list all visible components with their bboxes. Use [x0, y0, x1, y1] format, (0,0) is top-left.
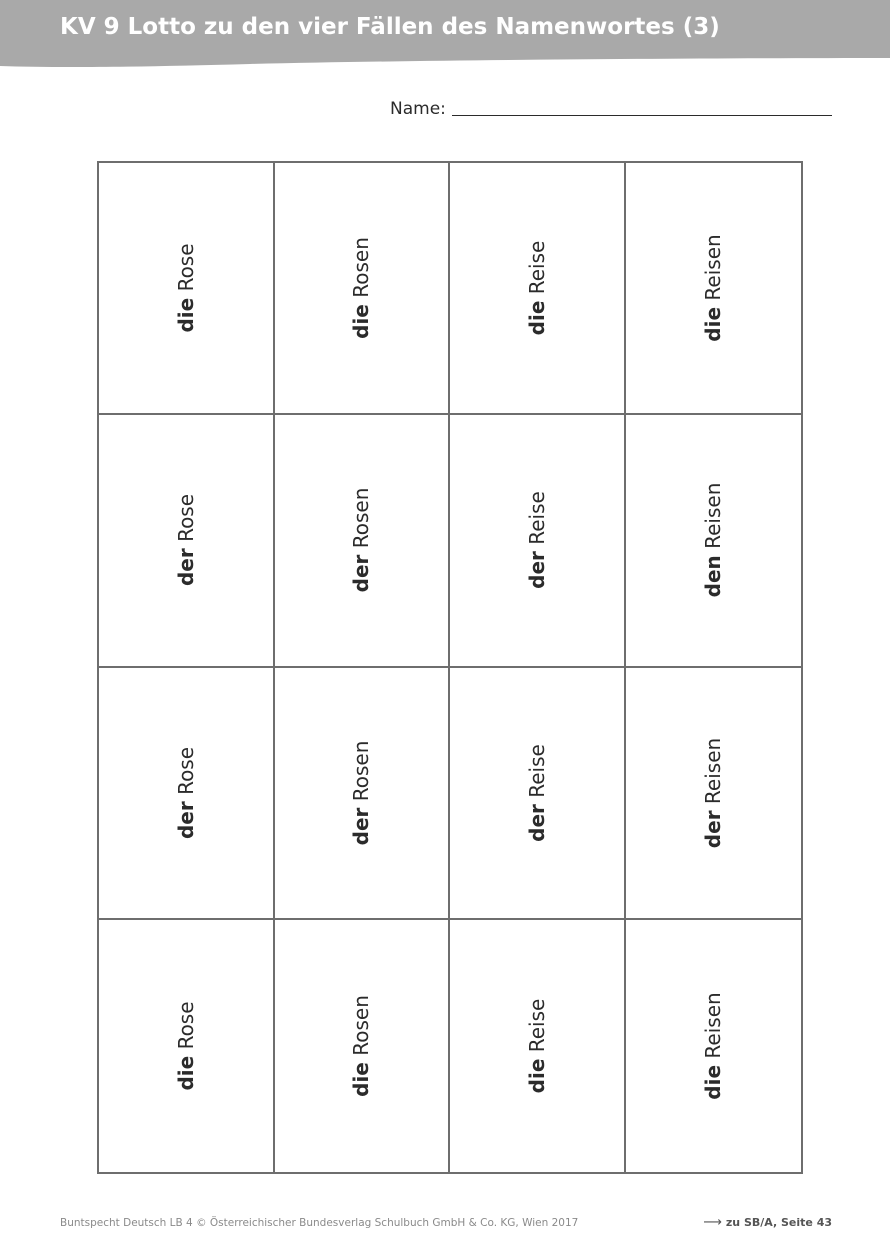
- card-article: der: [701, 810, 726, 848]
- card-article: die: [349, 304, 374, 339]
- card-article: der: [524, 803, 549, 842]
- name-label: Name:: [390, 99, 446, 119]
- card-text: [174, 1001, 198, 1090]
- card-article: den: [701, 555, 726, 598]
- card-noun: Rosen: [349, 488, 374, 549]
- card-article: die: [524, 1058, 549, 1094]
- page-title: KV 9 Lotto zu den vier Fällen des Namenwortes (3): [60, 14, 720, 40]
- arrow-right-icon: ⟶: [703, 1215, 722, 1230]
- lotto-card: [275, 415, 451, 667]
- card-text: [349, 740, 373, 845]
- lotto-card: [275, 163, 451, 415]
- card-article: der: [173, 548, 198, 587]
- card-article: die: [173, 297, 198, 333]
- card-article: der: [524, 551, 549, 590]
- card-text: [349, 237, 373, 339]
- card-article: die: [701, 1064, 726, 1100]
- lotto-card: [626, 920, 802, 1172]
- name-field[interactable]: [390, 98, 832, 120]
- lotto-card: [99, 163, 275, 415]
- card-noun: Reisen: [701, 992, 726, 1059]
- card-noun: Rosen: [349, 237, 374, 298]
- lotto-card: [626, 163, 802, 415]
- card-text: [701, 234, 725, 341]
- lotto-card: [450, 163, 626, 415]
- card-noun: Rosen: [349, 740, 374, 801]
- lotto-card: [275, 668, 451, 920]
- name-input-line[interactable]: [452, 115, 832, 116]
- card-noun: Reise: [524, 240, 549, 295]
- card-article: der: [173, 800, 198, 839]
- card-noun: Reise: [524, 743, 549, 798]
- card-noun: Reise: [524, 998, 549, 1053]
- card-noun: Rose: [173, 243, 198, 292]
- lotto-card: [99, 668, 275, 920]
- card-article: die: [173, 1055, 198, 1091]
- lotto-card: [99, 920, 275, 1172]
- card-text: [701, 992, 725, 1099]
- card-text: [349, 488, 373, 593]
- card-noun: Rose: [173, 494, 198, 543]
- page-reference: [703, 1215, 832, 1230]
- card-text: [525, 492, 549, 590]
- lotto-card: [450, 920, 626, 1172]
- card-text: [701, 483, 725, 598]
- lotto-card-grid: [97, 161, 803, 1174]
- copyright-text: Buntspecht Deutsch LB 4 © Österreichischer Bundesverlag Schulbuch GmbH & Co. KG, Wien 2017: [60, 1217, 579, 1229]
- lotto-card: [450, 415, 626, 667]
- card-noun: Reise: [524, 491, 549, 546]
- card-noun: Reisen: [701, 737, 726, 804]
- card-article: der: [349, 807, 374, 845]
- lotto-card: [99, 415, 275, 667]
- card-article: der: [349, 555, 374, 593]
- card-noun: Rose: [173, 746, 198, 795]
- card-noun: Rosen: [349, 995, 374, 1056]
- header-band: [0, 0, 890, 70]
- lotto-card: [626, 668, 802, 920]
- lotto-card: [275, 920, 451, 1172]
- lotto-card: [450, 668, 626, 920]
- card-text: [174, 494, 198, 586]
- card-noun: Reisen: [701, 234, 726, 301]
- lotto-card: [626, 415, 802, 667]
- card-text: [525, 241, 549, 336]
- card-noun: Reisen: [701, 483, 726, 550]
- card-text: [701, 737, 725, 847]
- card-text: [349, 995, 373, 1097]
- card-article: die: [349, 1062, 374, 1097]
- card-text: [174, 244, 198, 333]
- page-reference-label: zu SB/A, Seite 43: [725, 1216, 832, 1229]
- card-text: [525, 744, 549, 842]
- card-text: [525, 999, 549, 1094]
- card-article: die: [701, 307, 726, 342]
- card-text: [174, 747, 198, 839]
- card-noun: Rose: [173, 1001, 198, 1050]
- card-article: die: [524, 300, 549, 336]
